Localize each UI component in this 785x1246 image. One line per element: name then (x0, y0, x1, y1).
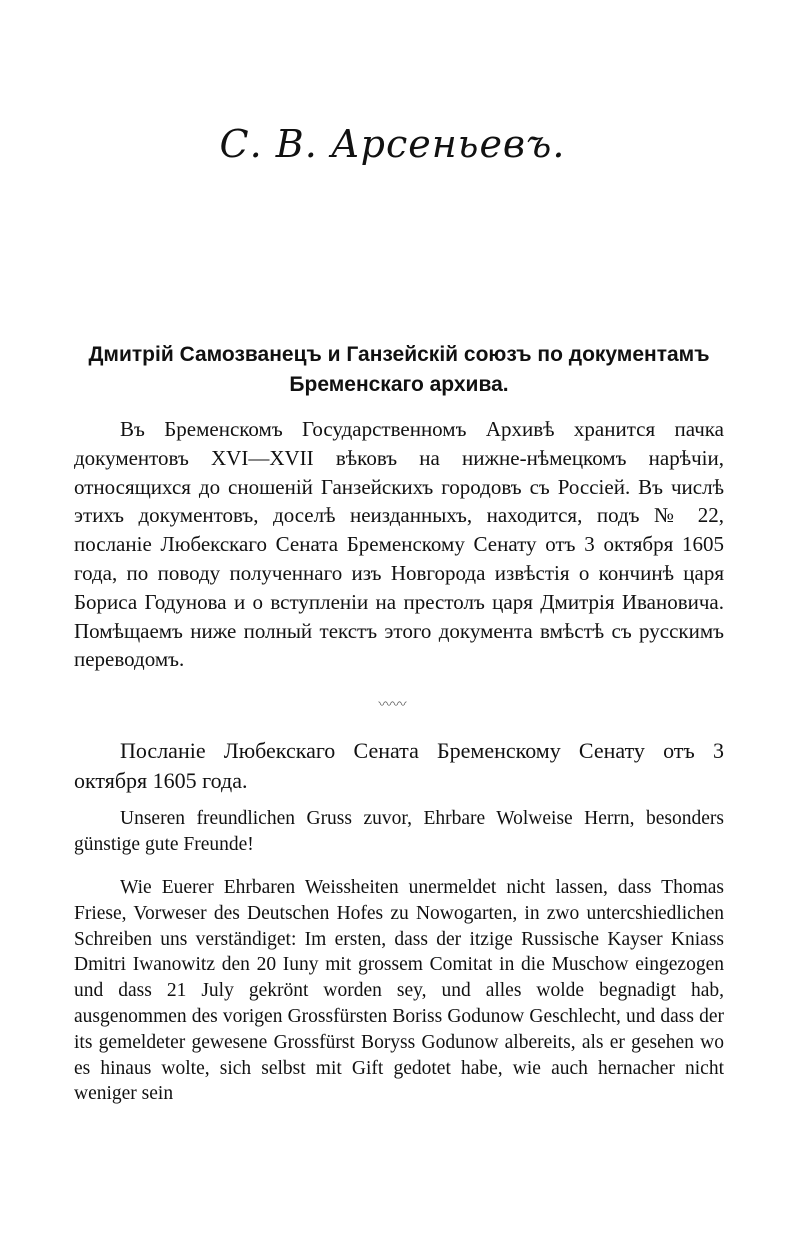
german-body-paragraph: Wie Euerer Ehrbaren Weissheiten unermeldet nicht lassen, dass Thomas Friese, Vorweser des Deutschen Hofes zu Nowogarten, in zwo untercshiedlichen Schreiben uns verständiget: Im ersten, dass der itzige Russische Kayser Kniass Dmitri Iwanowitz den 20 Iuny mit grossem Comitat in die Muschow eingezogen und dass 21 July gekrönt worden sey, und alles wolde begnadigt hab, ausgenommen des vorigen Grossfürsten Boriss Godunow Geschlecht, und dass der its gemeldeter gewesene Grossfürst Boryss Godunow albereits, als er gesehen wo es hinaus wolte, sich selbst mit Gift gedotet habe, wie auch hernacher nicht weniger sein (74, 877, 724, 1105)
article-title: Дмитрій Самозванецъ и Ганзейскій союзъ по документамъ Бременскаго архива. (88, 343, 710, 396)
author-name: С. В. Арсеньевъ. (219, 122, 566, 166)
ornament-divider: 〰〰 (378, 697, 407, 713)
intro-paragraph: Въ Бременскомъ Государственномъ Архивѣ хранится пачка документовъ XVI—XVII вѣковъ на нижне-нѣмецкомъ нарѣчіи, относящихся до сношеній Ганзейскихъ городовъ съ Россіей. Въ числѣ этихъ документовъ, доселѣ неизданныхъ, находится, подъ № 22, посланіе Любекскаго Сената Бременскому Сенату отъ 3 октября 1605 года, по поводу полученнаго изъ Новгорода извѣстія о кончинѣ царя Бориса Годунова и о вступленіи на престолъ царя Дмитрія Ивановича. Помѣщаемъ ниже полный текстъ этого документа вмѣстѣ съ русскимъ переводомъ. (74, 417, 724, 672)
german-greeting: Unseren freundlichen Gruss zuvor, Ehrbare Wolweise Herrn, besonders günstige gute Freunde! (74, 808, 724, 855)
document-heading: Посланіе Любекскаго Сената Бременскому Сенату отъ 3 октября 1605 года. (74, 738, 724, 793)
